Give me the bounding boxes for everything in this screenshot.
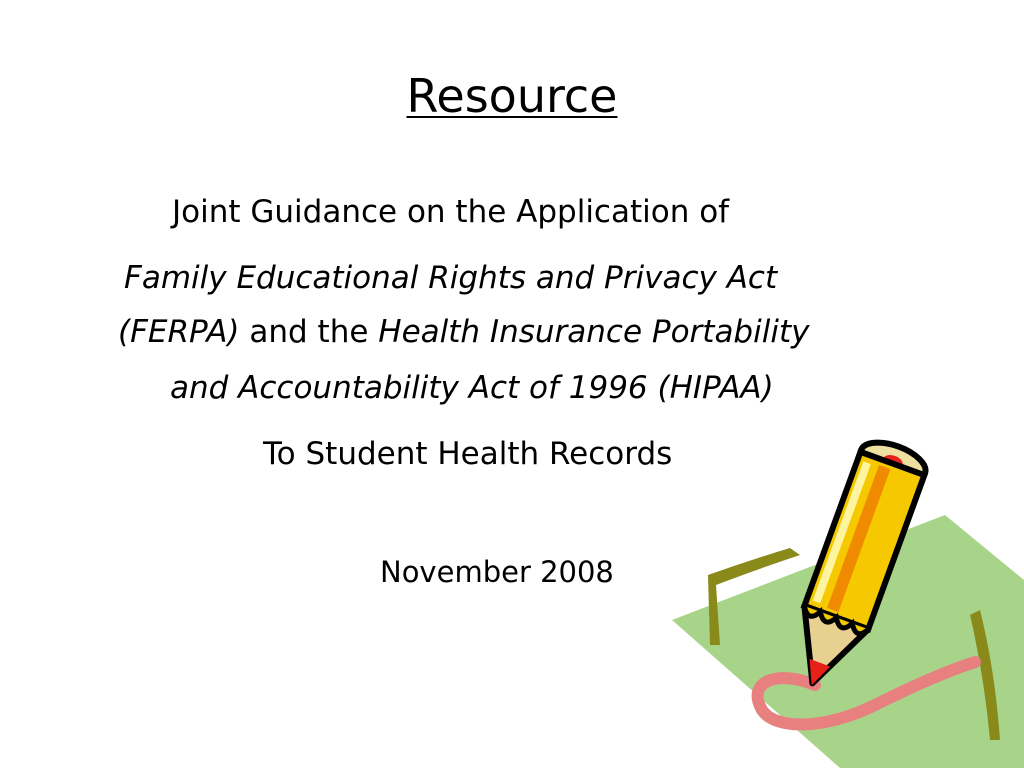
hipaa-title-part: Health Insurance Portability [378, 314, 810, 350]
slide-title: Resource [406, 69, 618, 123]
publication-date: November 2008 [380, 555, 614, 589]
guidance-intro: Joint Guidance on the Application of [172, 194, 730, 230]
ferpa-hipaa-line [118, 312, 809, 352]
ferpa-title-line: Family Educational Rights and Privacy Act [124, 260, 778, 296]
hipaa-title-line: and Accountability Act of 1996 (HIPAA) [170, 370, 774, 406]
ferpa-acronym: (FERPA) [118, 314, 240, 350]
conjunction-text: and the [239, 314, 379, 350]
pencil-paper-icon [650, 430, 1024, 768]
student-records-line: To Student Health Records [263, 436, 673, 472]
